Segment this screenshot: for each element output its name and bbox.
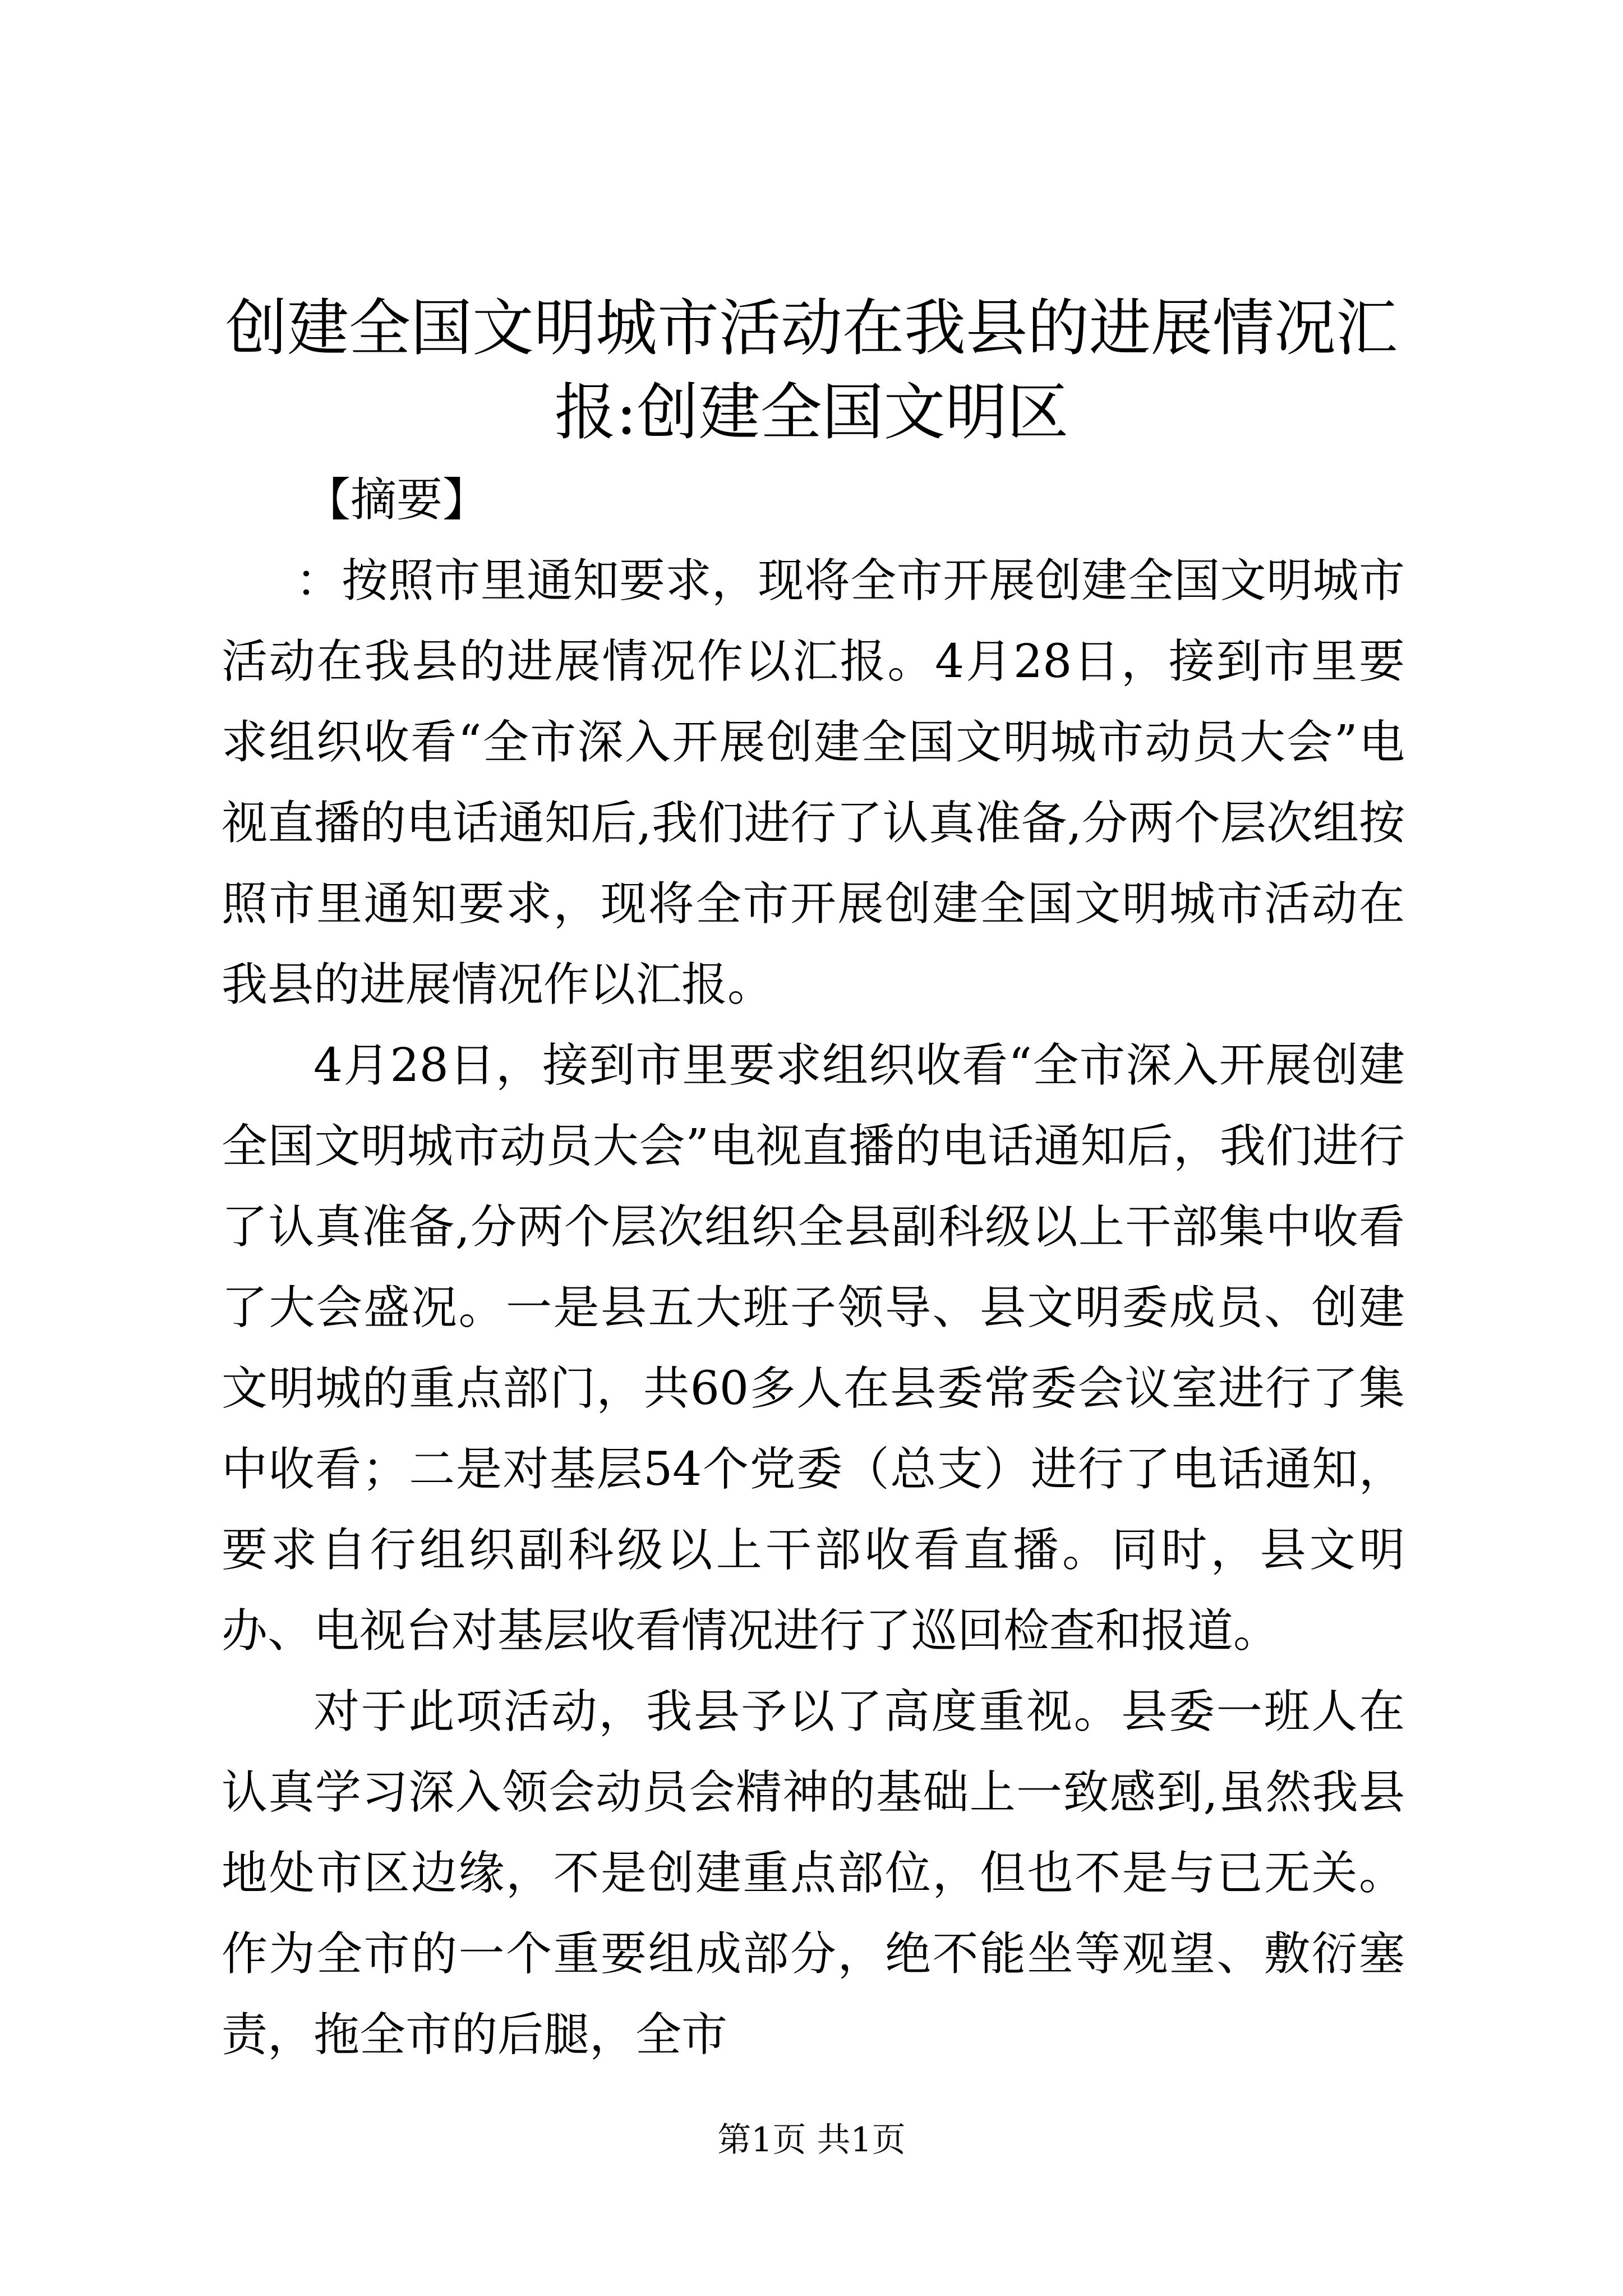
abstract-paragraph: ：按照市里通知要求，现将全市开展创建全国文明城市活动在我县的进展情况作以汇报。4月28日，接到市里要求组织收看“全市深入开展创建全国文明城市动员大会”电视直播的电话通知后,我们进行了认真准备,分两个层次组按照市里通知要求，现将全市开展创建全国文明城市活动在我县的进展情况作以汇报。 [222, 554, 1405, 1011]
document-title: 创建全国文明城市活动在我县的进展情况汇报:创建全国文明区 [225, 292, 1398, 448]
body-paragraph: 4月28日，接到市里要求组织收看“全市深入开展创建全国文明城市动员大会”电视直播的电话通知后，我们进行了认真准备,分两个层次组织全县副科级以上干部集中收看了大会盛况。一是县五大班子领导、县文明委成员、创建文明城的重点部门，共60多人在县委常委会议室进行了集中收看；二是对基层54个党委（总支）进行了电话通知，要求自行组织副科级以上干部收看直播。同时，县文明办、电视台对基层收看情况进行了巡回检查和报道。 [222, 1039, 1405, 1658]
abstract-label: 【摘要】 [305, 473, 489, 527]
body-paragraph: 对于此项活动，我县予以了高度重视。县委一班人在认真学习深入领会动员会精神的基础上一致感到,虽然我县地处市区边缘，不是创建重点部位，但也不是与已无关。作为全市的一个重要组成部分，绝不能坐等观望、敷衍塞责，拖全市的后腿，全市 [222, 1685, 1405, 2062]
page-footer: 第1页 共1页 [717, 2120, 906, 2160]
document-body [222, 460, 1405, 2076]
